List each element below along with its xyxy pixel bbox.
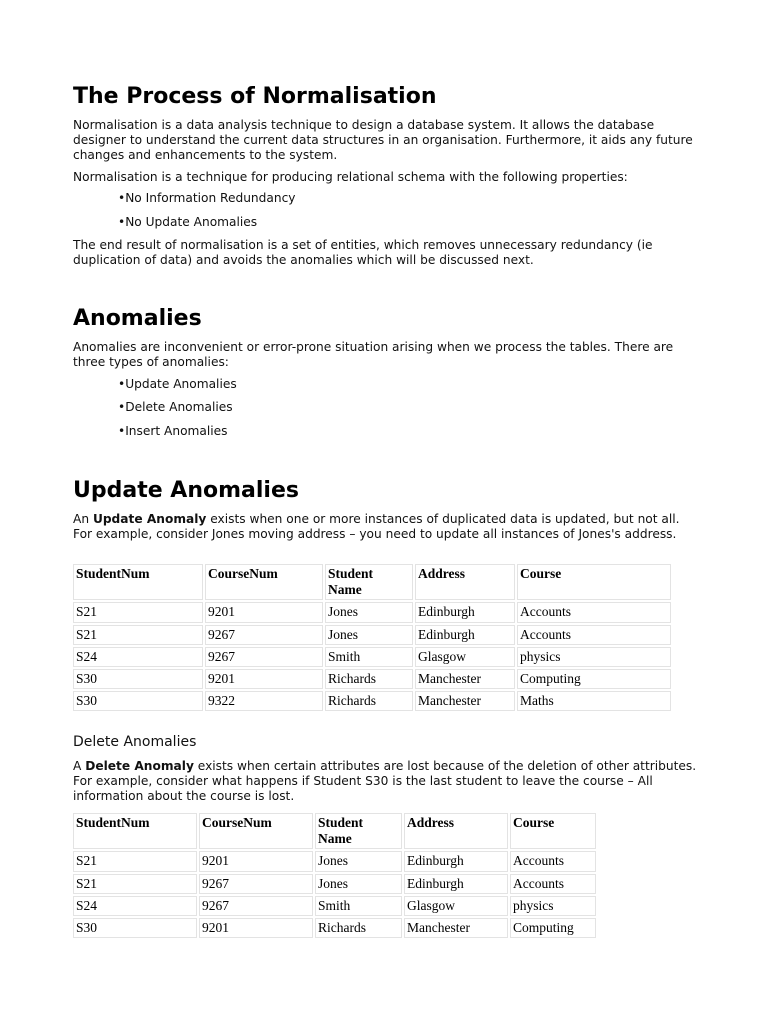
cell: 9267: [199, 874, 313, 894]
cell: Manchester: [415, 669, 515, 689]
cell: Smith: [325, 647, 413, 667]
cell: Computing: [510, 918, 596, 938]
cell: Glasgow: [415, 647, 515, 667]
heading-normalisation: The Process of Normalisation: [73, 84, 437, 109]
delete-anomalies-table: [71, 811, 598, 940]
bullet-update-anomalies: •Update Anomalies: [118, 377, 237, 391]
table-row: [73, 918, 596, 938]
table-row: [73, 669, 671, 689]
delete-anomaly-term: Delete Anomaly: [85, 759, 194, 773]
cell: Accounts: [517, 602, 671, 623]
cell: Manchester: [404, 918, 508, 938]
bullet-delete-anomalies: •Delete Anomalies: [118, 400, 233, 414]
table-row: [73, 691, 671, 711]
cell: Edinburgh: [404, 874, 508, 894]
cell: physics: [510, 896, 596, 916]
header-address: Address: [415, 564, 515, 600]
cell: Maths: [517, 691, 671, 711]
table-row: [73, 896, 596, 916]
paragraph-update-anomaly: [73, 512, 698, 542]
paragraph-delete-anomaly: [73, 759, 698, 804]
cell: Richards: [325, 691, 413, 711]
cell: Computing: [517, 669, 671, 689]
cell: Manchester: [415, 691, 515, 711]
table-header-row: [73, 813, 596, 849]
table-row: [73, 602, 671, 623]
cell: S30: [73, 691, 203, 711]
cell: S21: [73, 625, 203, 645]
cell: 9201: [205, 602, 323, 623]
cell: S21: [73, 874, 197, 894]
cell: Accounts: [510, 874, 596, 894]
cell: Edinburgh: [415, 602, 515, 623]
paragraph-normalisation-intro: Normalisation is a data analysis technique to design a database system. It allows the database designer to understand the current data structures in an organisation. Furthermore, it aids any future changes and enhancements to the system.: [73, 118, 693, 162]
cell: 9201: [205, 669, 323, 689]
update-anomaly-term: Update Anomaly: [92, 512, 207, 526]
cell: Jones: [325, 625, 413, 645]
heading-anomalies: Anomalies: [73, 306, 202, 331]
table-row: [73, 625, 671, 645]
cell: physics: [517, 647, 671, 667]
header-studentnum: StudentNum: [73, 564, 203, 600]
bullet-insert-anomalies: •Insert Anomalies: [118, 424, 228, 438]
cell: Jones: [315, 851, 402, 872]
cell: Jones: [315, 874, 402, 894]
delete-anomaly-prefix: A: [73, 759, 86, 773]
cell: S30: [73, 669, 203, 689]
cell: Accounts: [517, 625, 671, 645]
cell: Richards: [315, 918, 402, 938]
header-address: Address: [404, 813, 508, 849]
bullet-no-update-anomalies: •No Update Anomalies: [118, 215, 258, 229]
cell: 9201: [199, 918, 313, 938]
cell: S30: [73, 918, 197, 938]
header-coursenum: CourseNum: [199, 813, 313, 849]
table-header-row: [73, 564, 671, 600]
update-anomalies-table: [71, 562, 673, 713]
cell: S24: [73, 647, 203, 667]
cell: Richards: [325, 669, 413, 689]
update-anomaly-text: exists when one or more instances of duplicated data is updated, but not all. For example, consider Jones moving address – you need to update all instances of Jones's address.: [73, 512, 680, 541]
cell: Smith: [315, 896, 402, 916]
cell: S21: [73, 602, 203, 623]
heading-update-anomalies: Update Anomalies: [73, 478, 299, 503]
paragraph-anomalies-intro: Anomalies are inconvenient or error-prone situation arising when we process the tables. There are three types of anomalies:: [73, 340, 674, 369]
heading-delete-anomalies: Delete Anomalies: [73, 734, 197, 750]
cell: Edinburgh: [404, 851, 508, 872]
header-coursenum: CourseNum: [205, 564, 323, 600]
paragraph-normalisation-result: The end result of normalisation is a set of entities, which removes unnecessary redundancy (ie duplication of data) and avoids the anomalies which will be discussed next.: [73, 238, 653, 267]
cell: 9267: [205, 625, 323, 645]
cell: Glasgow: [404, 896, 508, 916]
table-row: [73, 874, 596, 894]
header-student-name: Student Name: [315, 813, 402, 849]
paragraph-normalisation-properties: Normalisation is a technique for producing relational schema with the following properties:: [73, 170, 628, 184]
header-course: Course: [510, 813, 596, 849]
cell: S21: [73, 851, 197, 872]
table-row: [73, 851, 596, 872]
cell: Accounts: [510, 851, 596, 872]
header-studentnum: StudentNum: [73, 813, 197, 849]
header-course: Course: [517, 564, 671, 600]
update-anomaly-prefix: An: [73, 512, 93, 526]
bullet-no-information-redundancy: •No Information Redundancy: [118, 191, 296, 205]
cell: 9322: [205, 691, 323, 711]
cell: Edinburgh: [415, 625, 515, 645]
cell: S24: [73, 896, 197, 916]
delete-anomaly-text: exists when certain attributes are lost because of the deletion of other attributes. For example, consider what happens if Student S30 is the last student to leave the course – All information about the course is lost.: [73, 759, 697, 803]
cell: 9267: [205, 647, 323, 667]
cell: 9267: [199, 896, 313, 916]
cell: Jones: [325, 602, 413, 623]
cell: 9201: [199, 851, 313, 872]
header-student-name: Student Name: [325, 564, 413, 600]
table-row: [73, 647, 671, 667]
